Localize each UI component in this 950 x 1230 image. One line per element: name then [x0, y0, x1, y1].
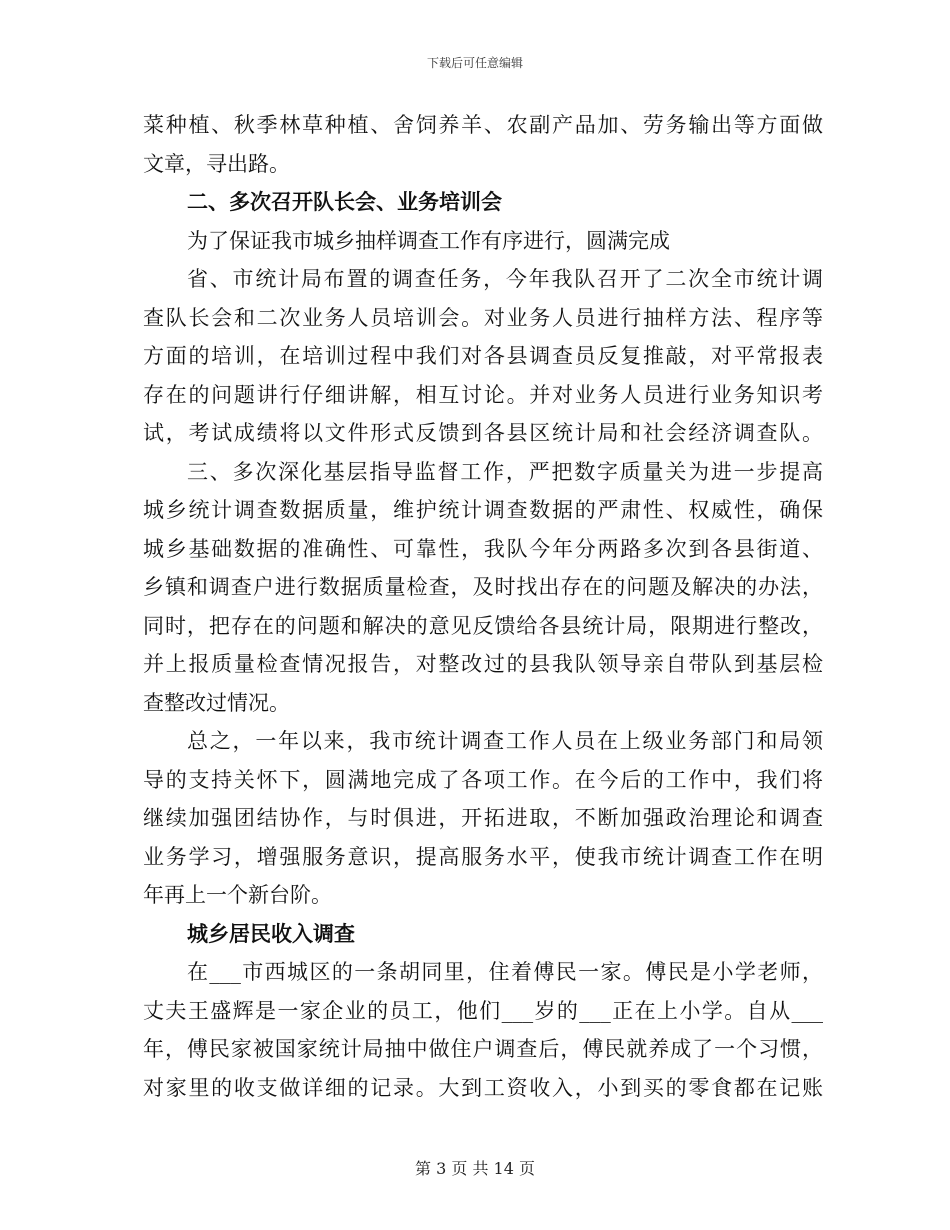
body-line: 查整改过情况。	[143, 690, 290, 715]
body-line: 同时，把存在的问题和解决的意见反馈给各县统计局，限期进行整改，	[143, 613, 823, 638]
body-line: 城乡基础数据的准确性、可靠性，我队今年分两路多次到各县街道、	[143, 536, 823, 561]
page-number-footer: 第 3 页 共 14 页	[415, 1159, 535, 1178]
body-line: 在___市西城区的一条胡同里，住着傅民一家。傅民是小学老师，	[187, 960, 823, 984]
body-line: 总之，一年以来，我市统计调查工作人员在上级业务部门和局领	[187, 729, 823, 753]
body-line: 年再上一个新台阶。	[143, 883, 332, 907]
body-line: 继续加强团结协作，与时俱进，开拓进取，不断加强政治理论和调查	[143, 806, 823, 830]
body-line: 菜种植、秋季林草种植、舍饲养羊、农副产品加、劳务输出等方面做	[143, 113, 823, 137]
body-line: 三、多次深化基层指导监督工作，严把数字质量关为进一步提高	[187, 459, 823, 484]
body-line: 方面的培训，在培训过程中我们对各县调查员反复推敲，对平常报表	[143, 344, 823, 368]
section-heading: 城乡居民收入调查	[187, 920, 355, 946]
body-line: 为了保证我市城乡抽样调查工作有序进行，圆满完成	[187, 228, 670, 253]
section-heading: 二、多次召开队长会、业务培训会	[187, 189, 502, 214]
page-header-note: 下载后可任意编辑	[426, 56, 523, 70]
body-line: 丈夫王盛辉是一家企业的员工，他们___岁的___正在上小学。自从___	[143, 998, 823, 1023]
body-line: 导的支持关怀下，圆满地完成了各项工作。在今后的工作中，我们将	[143, 767, 823, 792]
body-line: 文章，寻出路。	[143, 151, 290, 176]
body-line: 乡镇和调查户进行数据质量检查，及时找出存在的问题及解决的办法，	[143, 575, 823, 599]
body-line: 并上报质量检查情况报告，对整改过的县我队领导亲自带队到基层检	[143, 652, 823, 676]
body-line: 查队长会和二次业务人员培训会。对业务人员进行抽样方法、程序等	[143, 305, 823, 330]
body-line: 业务学习，增强服务意识，提高服务水平，使我市统计调查工作在明	[143, 844, 823, 869]
document-body	[143, 106, 823, 1107]
body-line: 对家里的收支做详细的记录。大到工资收入，小到买的零食都在记账	[143, 1075, 823, 1100]
body-line: 年，傅民家被国家统计局抽中做住户调查后，傅民就养成了一个习惯，	[143, 1037, 823, 1061]
body-line: 存在的问题讲行仔细讲解，相互讨论。并对业务人员进行业务知识考	[143, 382, 823, 407]
body-line: 省、市统计局布置的调查任务，今年我队召开了二次全市统计调	[187, 267, 823, 291]
body-line: 城乡统计调查数据质量，维护统计调查数据的严肃性、权威性，确保	[143, 498, 823, 522]
body-line: 试，考试成绩将以文件形式反馈到各县区统计局和社会经济调查队。	[143, 421, 823, 445]
